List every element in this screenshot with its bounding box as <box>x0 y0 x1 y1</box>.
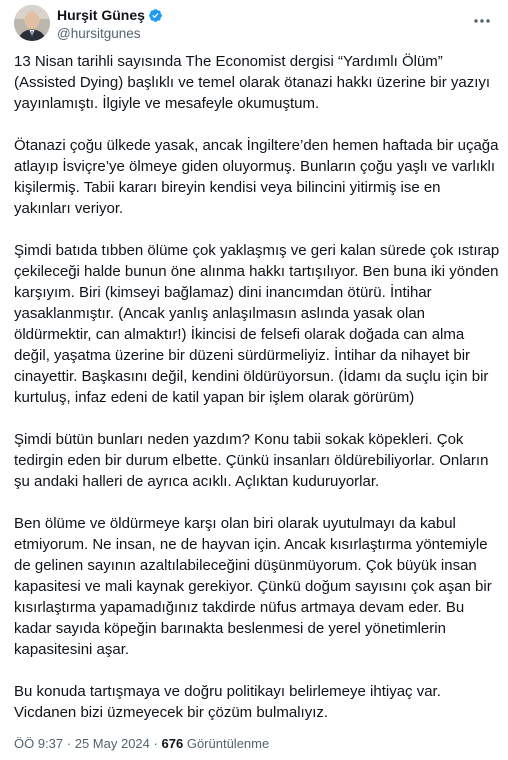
more-options-icon[interactable] <box>474 11 490 17</box>
verified-badge-icon[interactable] <box>148 8 163 23</box>
tweet-paragraph: Ben ölüme ve öldürmeye karşı olan biri olarak uyutulmayı da kabul etmiyorum. Ne insan, ne de hayvan için. Ancak kısırlaştırma yöntemiyle de gelinen sayının azaltılabileceğini düşünmüyorum. Çok büyük insan kapasitesi ve mali kaynak gerekiyor. Çünkü doğum sayısını çok aşan bir kısırlaştırma yapamadığınız takdirde nüfus artmaya devam eder. Bu kadar sayıda köpeğin barınakta beslenmesi de yerel yönetimlerin kapasitesini aşar. <box>14 515 492 658</box>
author-handle[interactable]: @hursitgunes <box>57 26 141 41</box>
avatar-photo-icon <box>14 5 50 41</box>
tweet-paragraph: Bu konuda tartışmaya ve doğru politikayı belirlemeye ihtiyaç var. Vicdanen bizi üzmeyecek bir çözüm bulmalıyız. <box>14 683 441 721</box>
tweet-meta <box>14 736 269 752</box>
author-names <box>57 6 163 43</box>
tweet-paragraph: Şimdi batıda tıbben ölüme çok yaklaşmış ve geri kalan sürede çok ıstırap çekileceği halde bunun öne alınma hakkı tartışılıyor. Ben buna iki yönden karşıyım. Biri (kimseyi bağlamaz) dini inancımdan ötürü. İntihar yasaklanmıştır. (Ancak yanlış anlaşılmasın aslında yasak olan öldürmektir, can almaktır!) İkincisi de felsefi olarak doğada can alma değil, yaşatma üzerine bir düzeni sürdürmeliyiz. İntihar da nihayet bir cinayettir. Başkasını değil, kendini öldürüyorsun. (İdamı da suçlu için bir kurtuluş, infaz edeni de katil yapan bir işlem olarak görürüm) <box>14 242 500 406</box>
meta-separator: · <box>153 736 158 751</box>
display-name-row <box>57 6 163 24</box>
tweet-paragraph: Şimdi bütün bunları neden yazdım? Konu tabii sokak köpekleri. Çok tedirgin eden bir durum elbette. Çünkü insanları öldürebiliyorlar. Onların şu andaki halleri de ayrıca acıklı. Açlıktan kuduruyorlar. <box>14 431 489 490</box>
views-label: Görüntülenme <box>186 736 270 751</box>
tweet-date[interactable]: 25 May 2024 <box>74 736 150 751</box>
tweet-text <box>14 51 500 723</box>
tweet-paragraph: Ötanazi çoğu ülkede yasak, ancak İngiltere’den hemen haftada bir uçağa atlayıp İsviçre’ye ölmeye giden oluyormuş. Bunların çoğu yaşlı ve varlıklı kişilermiş. Tabii kararı bireyin kendisi veya bilincini yitirmiş ise en yakınları veriyor. <box>14 137 499 217</box>
tweet-time[interactable]: ÖÖ 9:37 <box>14 736 64 751</box>
avatar[interactable] <box>14 5 50 41</box>
tweet-header <box>14 5 494 45</box>
meta-separator: · <box>66 736 72 751</box>
tweet-paragraph: 13 Nisan tarihli sayısında The Economist dergisi “Yardımlı Ölüm” (Assisted Dying) başlıklı ve temel olarak ötanazi hakkı üzerine bir yazıyı yayınlamıştı. İlgiyle ve mesafeyle okumuştum. <box>14 53 491 112</box>
author-display-name[interactable]: Hurşit Güneş <box>57 7 145 23</box>
views-count[interactable]: 676 <box>161 736 184 751</box>
